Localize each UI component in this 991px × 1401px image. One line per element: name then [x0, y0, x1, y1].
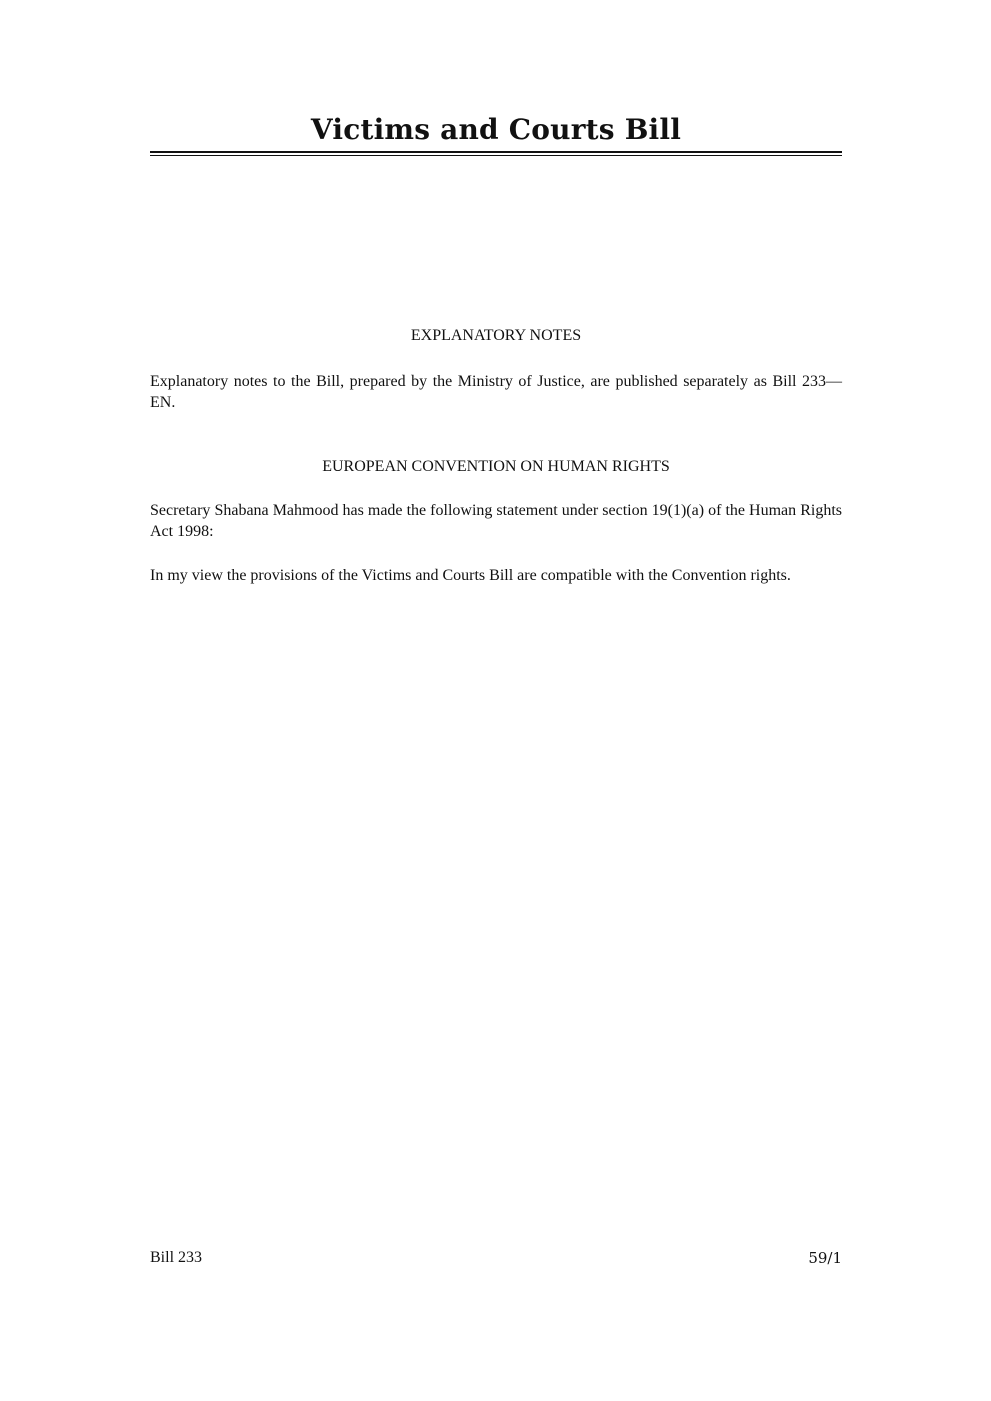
title-rule-thick — [150, 151, 842, 153]
footer-bill-number: Bill 233 — [150, 1249, 203, 1266]
section-heading-echr: EUROPEAN CONVENTION ON HUMAN RIGHTS — [322, 458, 670, 475]
footer-reference: 59/1 — [808, 1249, 842, 1267]
document-title: Victims and Courts Bill — [310, 113, 682, 146]
section-heading-explanatory-notes: EXPLANATORY NOTES — [410, 327, 582, 344]
explanatory-notes-paragraph: Explanatory notes to the Bill, prepared by the Ministry of Justice, are published separately as Bill 233—EN. — [150, 373, 842, 411]
echr-compatibility-statement: In my view the provisions of the Victims and Courts Bill are compatible with the Convention rights. — [150, 567, 791, 584]
echr-statement-intro: Secretary Shabana Mahmood has made the following statement under section 19(1)(a) of the Human Rights Act 1998: — [150, 502, 842, 540]
title-rule-thin — [150, 155, 842, 156]
